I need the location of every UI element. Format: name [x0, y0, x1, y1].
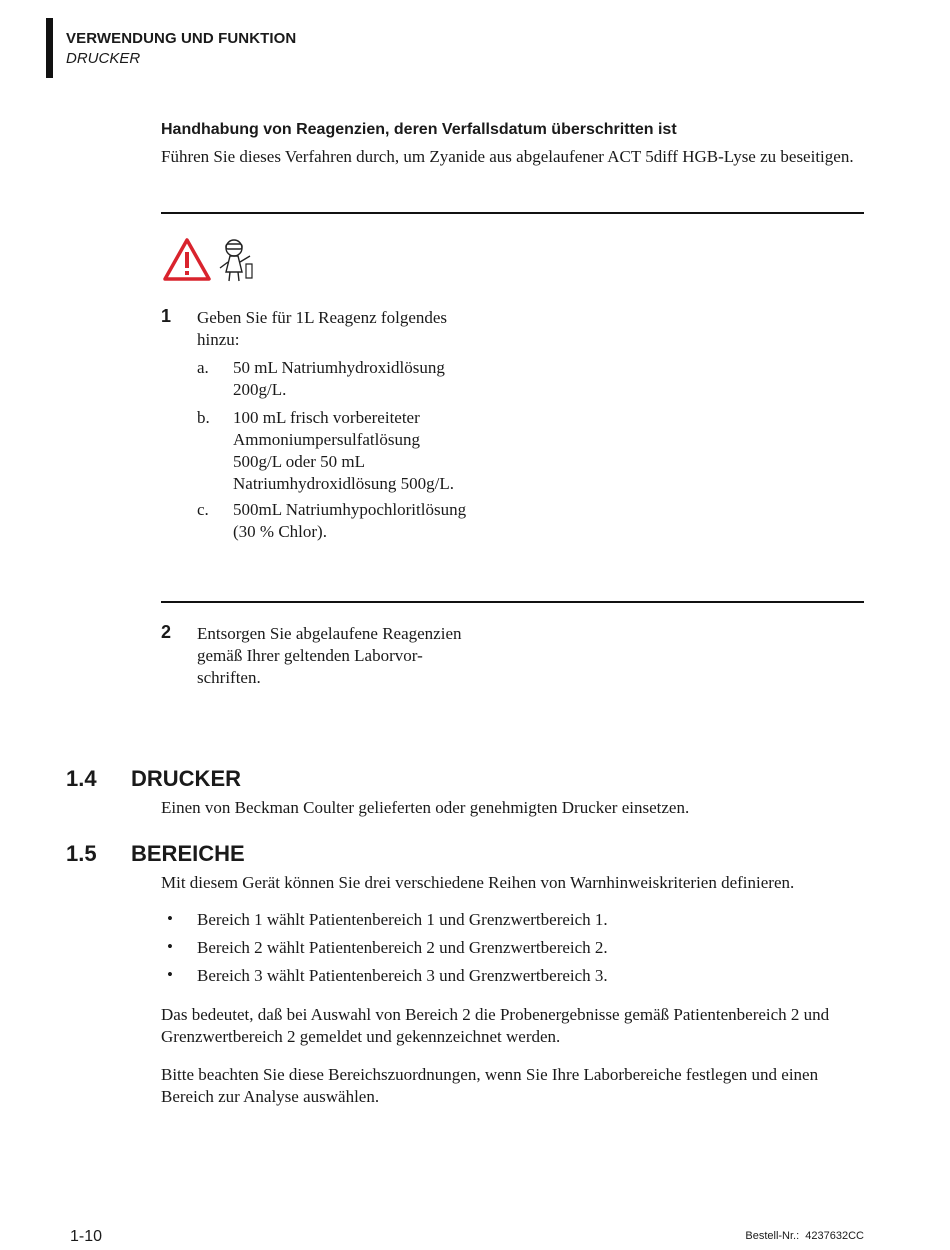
bullet-item: Bereich 2 wählt Patientenbereich 2 und Grenzwertbereich 2.: [197, 938, 608, 957]
step-2-line: Entsorgen Sie abgelaufene Reagenzien: [197, 624, 462, 643]
substep-line: 100 mL frisch vorbereiteter: [233, 408, 420, 427]
bullet-marker: •: [167, 937, 173, 956]
header-subtitle: DRUCKER: [66, 50, 141, 67]
section-1-5-text: Mit diesem Gerät können Sie drei verschiedene Reihen von Warnhinweiskriterien definieren.: [161, 873, 795, 892]
step-1-number: 1: [161, 306, 172, 326]
page-number: 1-10: [70, 1228, 103, 1245]
procedure-heading: Handhabung von Reagenzien, deren Verfallsdatum überschritten ist: [161, 121, 677, 138]
section-1-5-title: BEREICHE: [131, 841, 245, 866]
step-1-text: [197, 307, 497, 351]
step-2-line: gemäß Ihrer geltenden Laborvor-: [197, 646, 423, 665]
section-1-4-text: Einen von Beckman Coulter gelieferten oder genehmigten Drucker einsetzen.: [161, 798, 690, 817]
substep-line: 500mL Natriumhypochloritlösung: [233, 500, 467, 519]
header-bar: [46, 18, 53, 78]
bullet-marker: •: [167, 965, 173, 984]
bullet-item: Bereich 3 wählt Patientenbereich 3 und Grenzwertbereich 3.: [197, 966, 608, 985]
substep-b-text: [233, 407, 503, 495]
protective-gear-icon: [218, 238, 256, 287]
substep-line: Ammoniumpersulfatlösung: [233, 430, 420, 449]
bullet-marker: •: [167, 909, 173, 928]
substep-line: 50 mL Natriumhydroxidlösung: [233, 358, 445, 377]
substep-a-text: [233, 357, 503, 401]
substep-c-text: [233, 499, 503, 543]
step-2-text: [197, 623, 497, 689]
warning-triangle-icon: [162, 237, 212, 287]
step-1-line: hinzu:: [197, 330, 240, 349]
section-1-4-number: 1.4: [66, 766, 97, 791]
substep-line: (30 % Chlor).: [233, 522, 327, 541]
section-1-5-paragraph: Das bedeutet, daß bei Auswahl von Bereich 2 die Probenergebnisse gemäß Patientenbereich 2 und Grenzwertbereich 2 gemeldet und gekennzeichnet werden.: [161, 1005, 830, 1046]
substep-line: Natriumhydroxidlösung 500g/L.: [233, 474, 454, 493]
step-2-number: 2: [161, 622, 172, 642]
substep-c-letter: c.: [197, 500, 209, 519]
bullet-item: Bereich 1 wählt Patientenbereich 1 und Grenzwertbereich 1.: [197, 910, 608, 929]
substep-a-letter: a.: [197, 358, 209, 377]
order-number: Bestell-Nr.: 4237632CC: [745, 1230, 864, 1242]
substep-line: 200g/L.: [233, 380, 287, 399]
step-1-line: Geben Sie für 1L Reagenz folgendes: [197, 308, 448, 327]
section-1-5-number: 1.5: [66, 841, 97, 866]
divider-top: [161, 212, 864, 214]
section-1-5-paragraph: Bitte beachten Sie diese Bereichszuordnungen, wenn Sie Ihre Laborbereiche festlegen und einen Bereich zur Analyse auswählen.: [161, 1065, 819, 1106]
substep-b-letter: b.: [197, 408, 210, 427]
step-2-line: schriften.: [197, 668, 261, 687]
procedure-intro: Führen Sie dieses Verfahren durch, um Zyanide aus abgelaufener ACT 5diff HGB-Lyse zu beseitigen.: [161, 147, 854, 166]
section-1-4-title: DRUCKER: [131, 766, 241, 791]
divider-middle: [161, 601, 864, 603]
substep-line: 500g/L oder 50 mL: [233, 452, 366, 471]
header-title: VERWENDUNG UND FUNKTION: [66, 30, 297, 47]
